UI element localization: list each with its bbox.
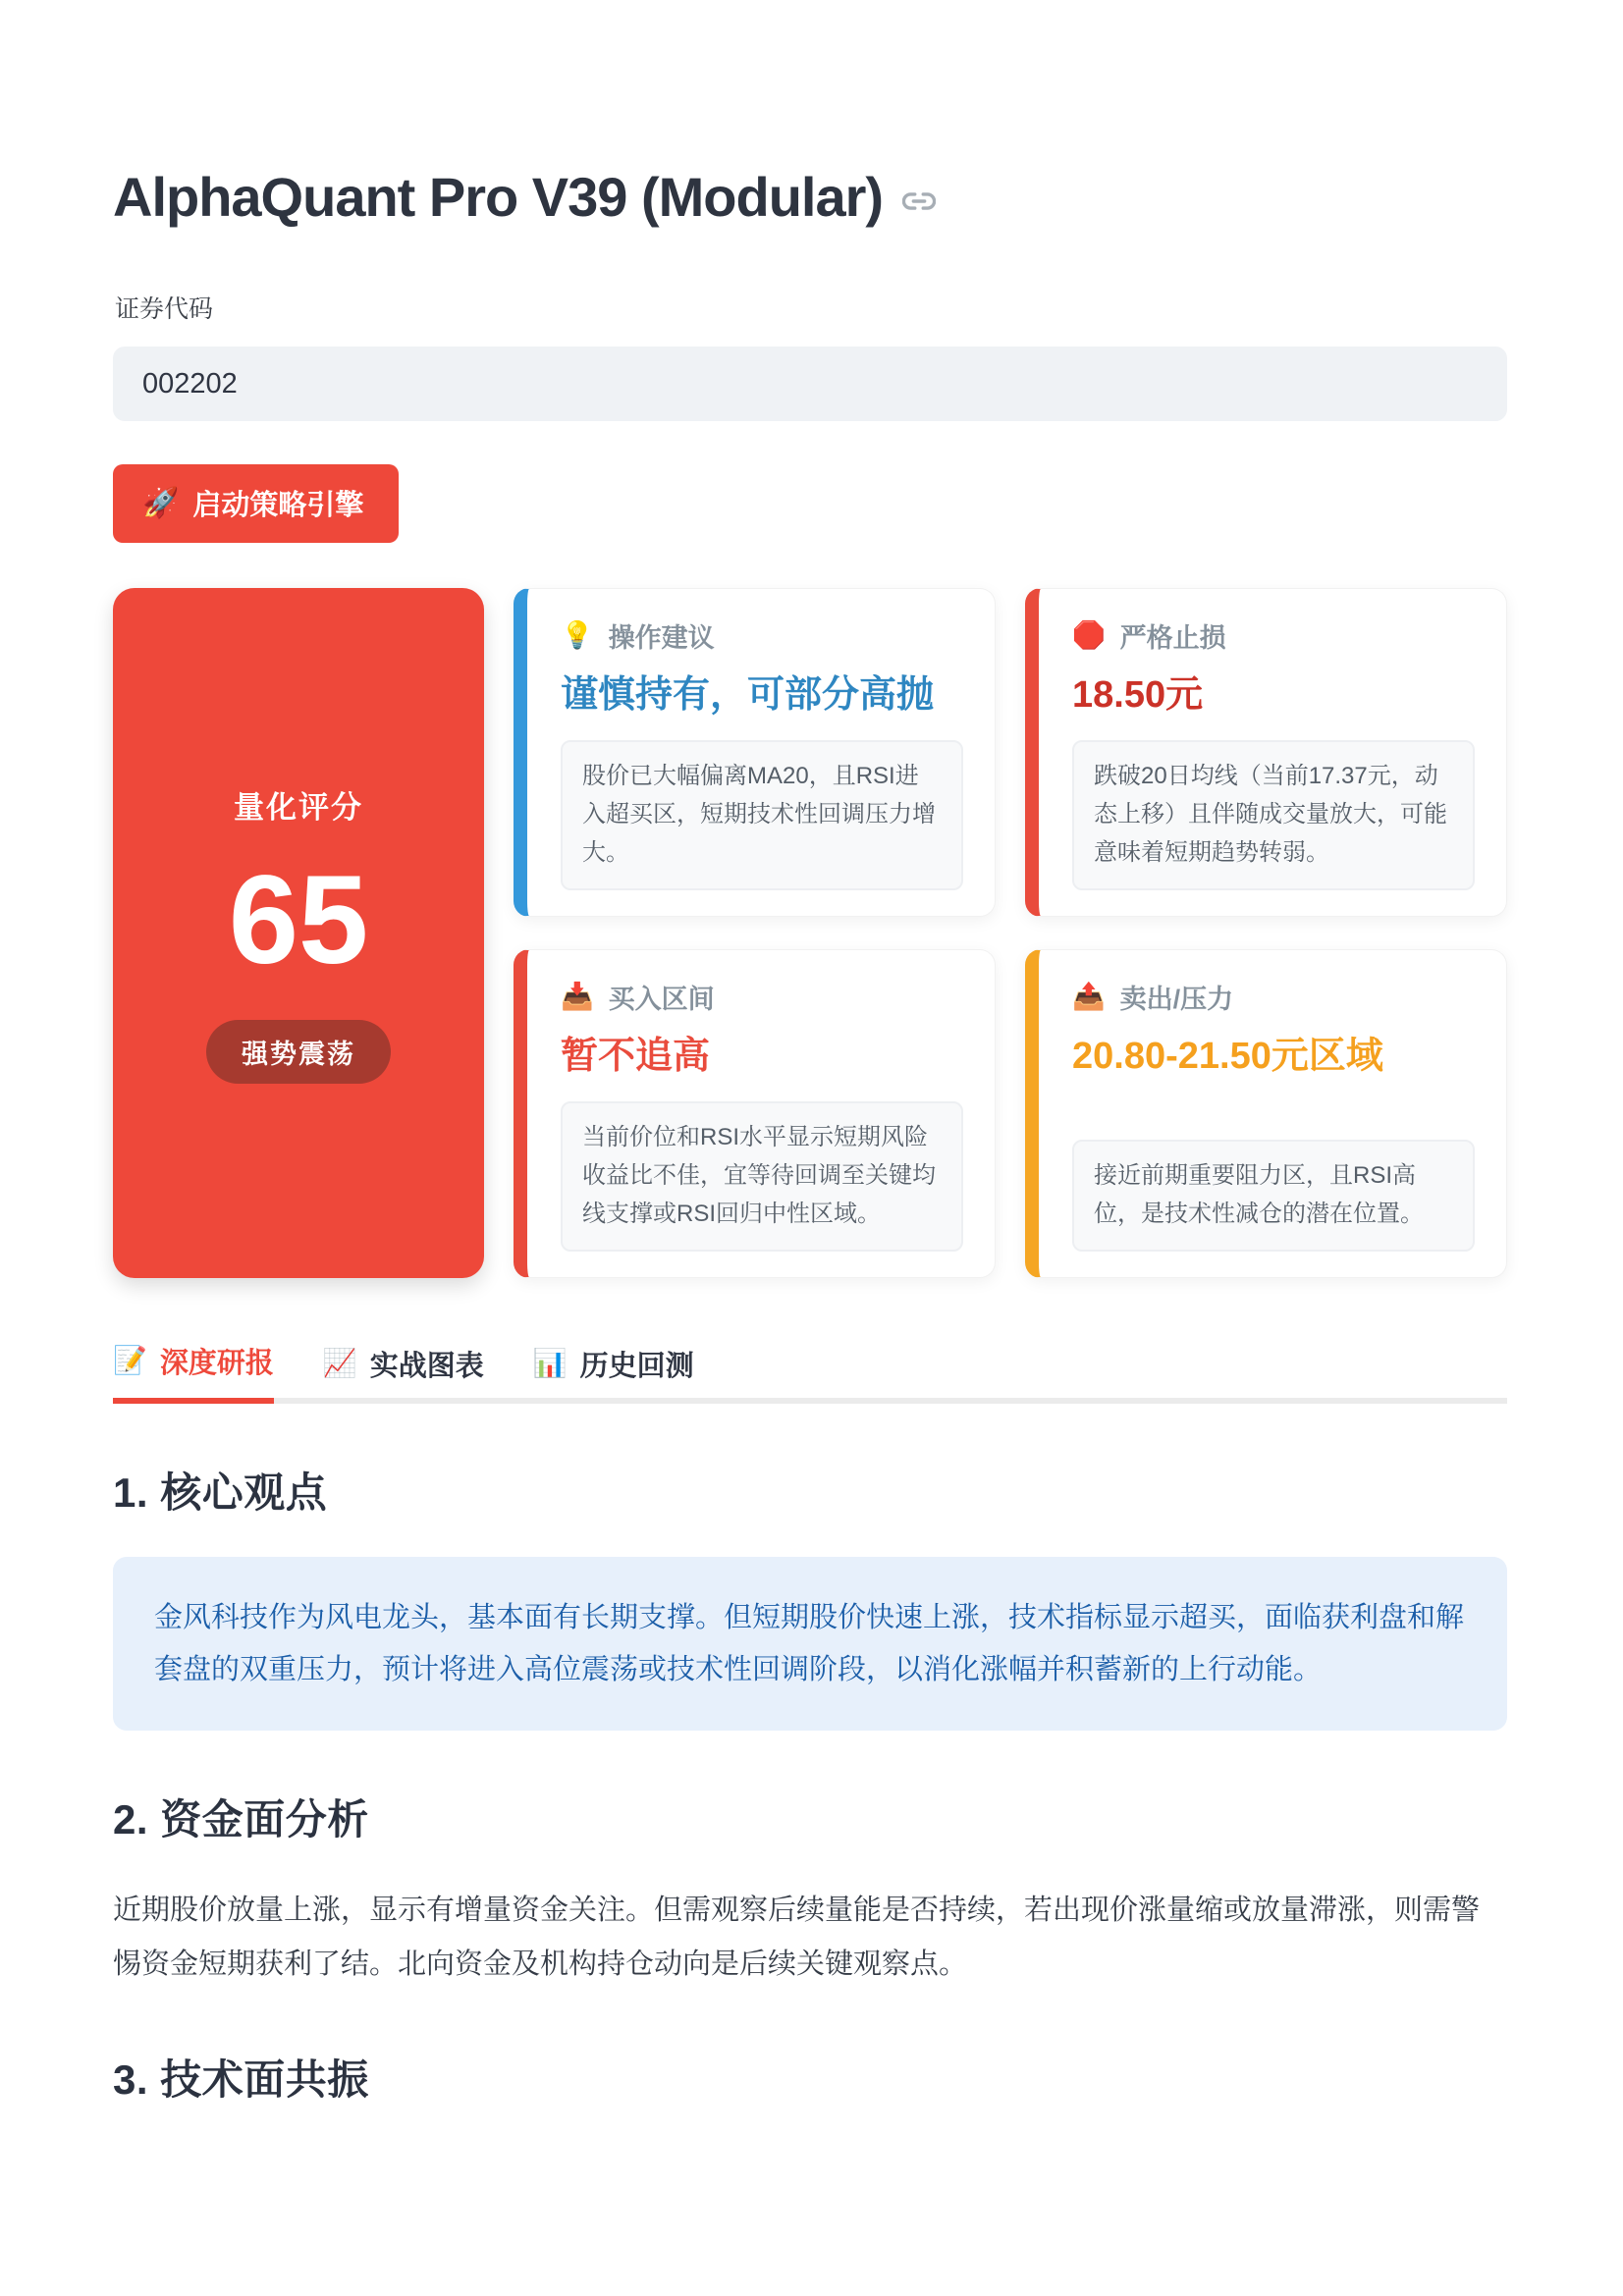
code-input[interactable] xyxy=(113,347,1507,421)
card-title: 操作建议 xyxy=(608,623,715,653)
tab-label: 实战图表 xyxy=(369,1350,484,1382)
card-title: 卖出/压力 xyxy=(1119,984,1234,1014)
section-heading-capital-analysis: 2. 资金面分析 xyxy=(113,1796,369,1843)
outbox-tray-icon: 📤 xyxy=(1072,981,1106,1011)
advice-card-sellpressure xyxy=(1025,949,1507,1278)
card-value: 谨慎持有，可部分高抛 xyxy=(561,674,935,716)
card-description: 跌破20日均线（当前17.37元，动态上移）且伴随成交量放大，可能意味着短期趋势转弱。 xyxy=(1072,740,1475,890)
advice-card-operation xyxy=(514,588,996,917)
capital-analysis-text: 近期股价放量上涨，显示有增量资金关注。但需观察后续量能是否持续，若出现价涨量缩或放量滞涨，则需警惕资金短期获利了结。北向资金及机构持仓动向是后续关键观察点。 xyxy=(113,1895,1481,1980)
dashboard xyxy=(113,588,1507,1278)
tab-live-chart[interactable] xyxy=(323,1341,484,1404)
core-view-highlight: 金风科技作为风电龙头，基本面有长期支撑。但短期股价快速上涨，技术指标显示超买，面临获利盘和解套盘的双重压力，预计将进入高位震荡或技术性回调阶段，以消化涨幅并积蓄新的上行动能。 xyxy=(113,1557,1507,1732)
score-badge: 强势震荡 xyxy=(206,1020,391,1084)
tab-label: 深度研报 xyxy=(159,1347,274,1379)
card-description: 股价已大幅偏离MA20，且RSI进入超买区，短期技术性回调压力增大。 xyxy=(561,740,963,890)
card-header xyxy=(561,616,963,655)
code-label: 证券代码 xyxy=(115,295,214,323)
link-icon[interactable] xyxy=(902,185,936,218)
advice-card-stoploss xyxy=(1025,588,1507,917)
chart-increasing-icon: 📈 xyxy=(322,1348,357,1379)
rocket-icon: 🚀 xyxy=(142,486,180,519)
card-description: 当前价位和RSI水平显示短期风险收益比不佳，宜等待回调至关键均线支撑或RSI回归中性区域。 xyxy=(561,1101,963,1252)
score-value: 65 xyxy=(228,850,369,991)
stop-sign-icon: 🛑 xyxy=(1072,620,1106,650)
card-value: 20.80-21.50元区域 xyxy=(1072,1035,1383,1077)
tab-bar xyxy=(113,1341,1507,1404)
page-title xyxy=(113,165,1507,229)
card-header xyxy=(561,978,963,1016)
memo-icon: 📝 xyxy=(113,1345,147,1376)
card-header xyxy=(1072,616,1475,655)
tab-label: 历史回测 xyxy=(579,1350,694,1382)
query-form xyxy=(113,290,1507,543)
launch-button[interactable] xyxy=(113,464,399,543)
score-card xyxy=(113,588,484,1278)
tab-deep-report[interactable] xyxy=(113,1341,274,1404)
launch-button-label: 启动策略引擎 xyxy=(192,490,364,521)
score-card-title: 量化评分 xyxy=(234,790,363,826)
card-title: 买入区间 xyxy=(608,984,715,1014)
card-header xyxy=(1072,978,1475,1016)
advice-card-buyzone xyxy=(514,949,996,1278)
tab-backtest[interactable] xyxy=(533,1341,694,1404)
page-title-text: AlphaQuant Pro V39 (Modular) xyxy=(113,166,884,228)
section-heading-core-view: 1. 核心观点 xyxy=(113,1468,328,1516)
card-value: 18.50元 xyxy=(1072,674,1204,716)
card-description: 接近前期重要阻力区，且RSI高位，是技术性减仓的潜在位置。 xyxy=(1072,1140,1475,1252)
section-heading-technical-resonance: 3. 技术面共振 xyxy=(113,2056,369,2104)
lightbulb-icon: 💡 xyxy=(561,620,594,650)
card-title: 严格止损 xyxy=(1119,623,1226,653)
inbox-tray-icon: 📥 xyxy=(561,981,594,1011)
card-value: 暂不追高 xyxy=(561,1035,711,1077)
bar-chart-icon: 📊 xyxy=(532,1348,568,1379)
